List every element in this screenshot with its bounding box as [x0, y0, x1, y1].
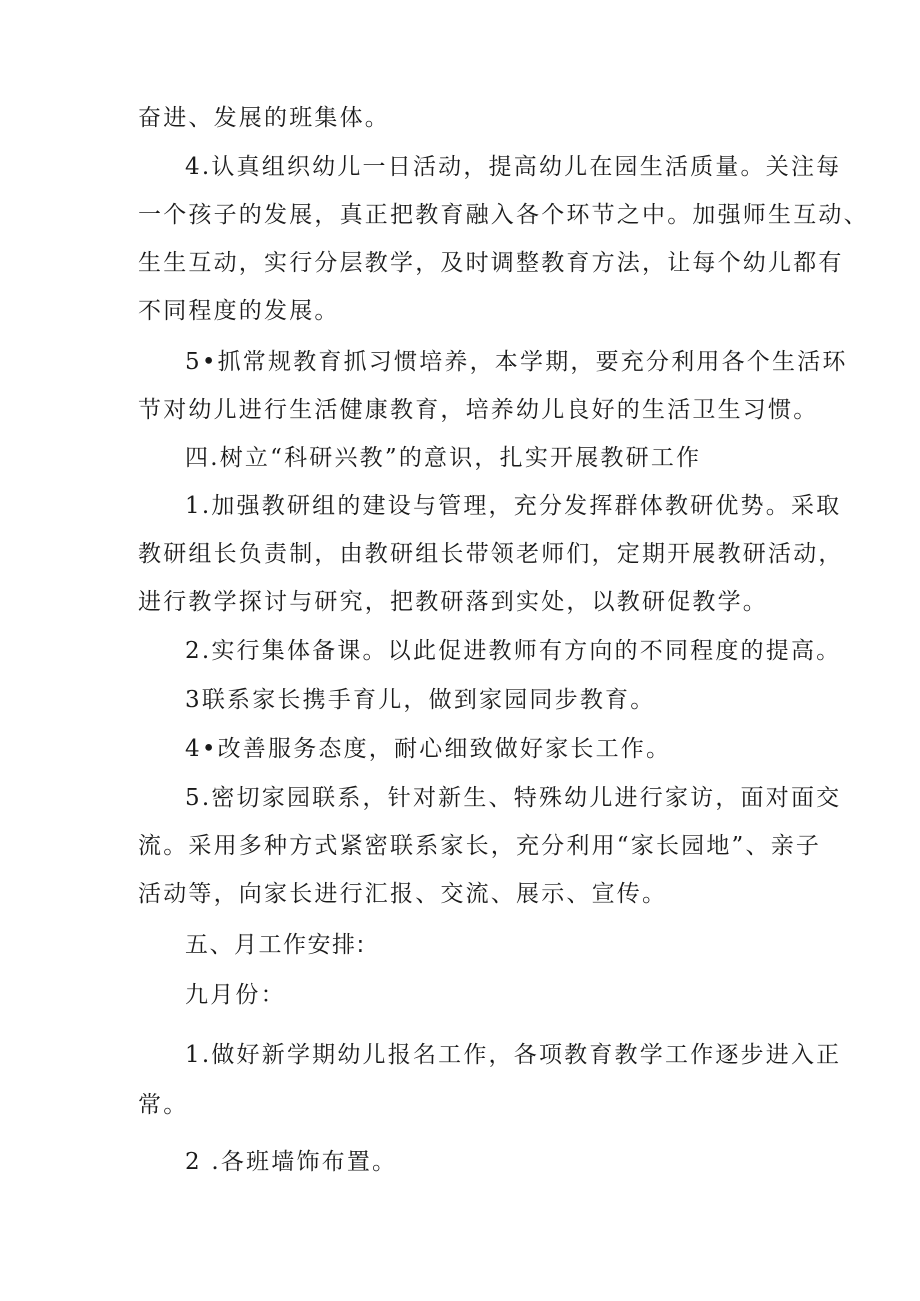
paragraph-line: 1.做好新学期幼儿报名工作，各项教育教学工作逐步进入正 [185, 1042, 842, 1068]
paragraph-line: 2 .各班墙饰布置。 [185, 1149, 398, 1175]
paragraph-line: 节对幼儿进行生活健康教育，培养幼儿良好的生活卫生习惯。 [138, 397, 819, 423]
paragraph-line: 4.认真组织幼儿一日活动，提高幼儿在园生活质量。关注每 [185, 154, 842, 180]
paragraph-line: 5.密切家园联系，针对新生、特殊幼儿进行家访，面对面交 [185, 785, 842, 811]
paragraph-line: 活动等，向家长进行汇报、交流、展示、宣传。 [138, 881, 668, 907]
paragraph-line: 3联系家长携手育儿，做到家园同步教育。 [185, 687, 656, 713]
paragraph-line: 生生互动，实行分层教学，及时调整教育方法，让每个幼儿都有 [138, 250, 844, 276]
section-heading: 五、月工作安排: [185, 932, 366, 958]
paragraph-line: 教研组长负责制，由教研组长带领老师们，定期开展教研活动， [138, 541, 844, 567]
paragraph-line: 2.实行集体备课。以此促进教师有方向的不同程度的提高。 [185, 638, 842, 664]
paragraph-line: 常。 [138, 1092, 189, 1118]
paragraph-line: 一个孩子的发展，真正把教育融入各个环节之中。加强师生互动、 [138, 202, 869, 228]
paragraph-line: 5•抓常规教育抓习惯培养，本学期，要充分利用各个生活环 [185, 349, 848, 375]
paragraph-line: 进行教学探讨与研究，把教研落到实处，以教研促教学。 [138, 589, 768, 615]
section-heading: 四.树立“科研兴教”的意识，扎实开展教研工作 [185, 445, 702, 471]
subheading-month: 九月份： [185, 982, 286, 1008]
paragraph-line: 4•改善服务态度，耐心细致做好家长工作。 [185, 736, 672, 762]
paragraph-line: 不同程度的发展。 [138, 298, 340, 324]
paragraph-line: 奋进、发展的班集体。 [138, 105, 390, 131]
paragraph-line: 1.加强教研组的建设与管理，充分发挥群体教研优势。采取 [185, 493, 842, 519]
paragraph-line: 流。采用多种方式紧密联系家长，充分利用“家长园地”、亲子 [138, 833, 822, 859]
